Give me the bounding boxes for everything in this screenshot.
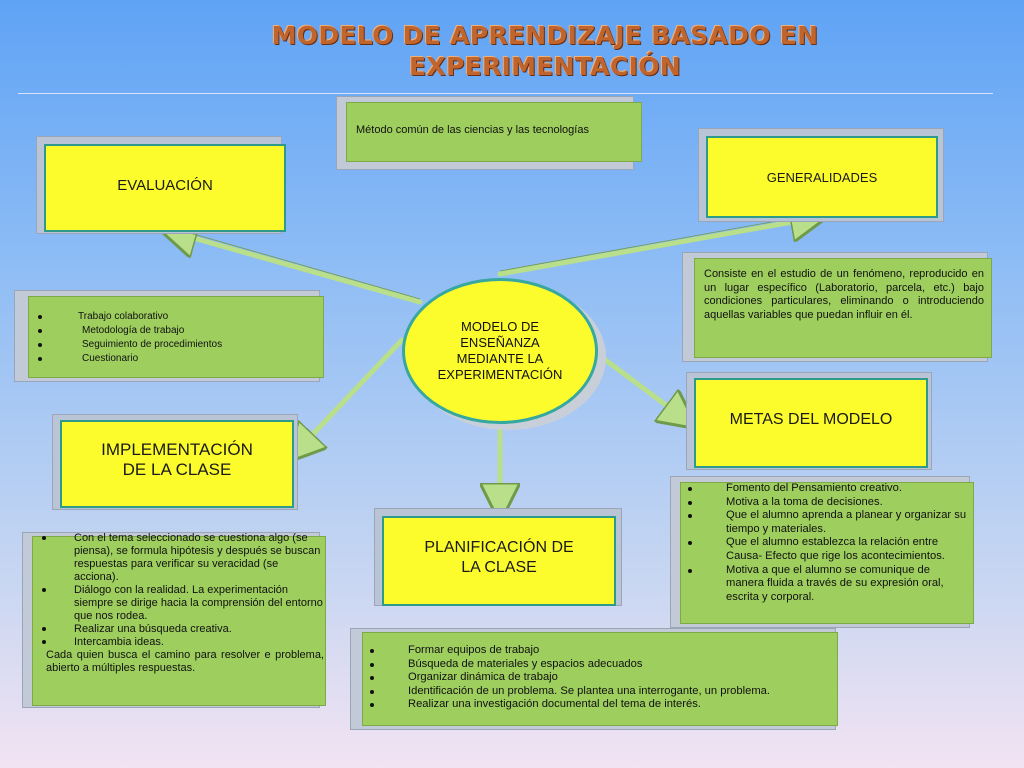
center-line: EXPERIMENTACIÓN [437,367,563,382]
implementacion-item: Intercambia ideas. [42,636,324,649]
planificacion-item: Formar equipos de trabajo [370,644,832,658]
generalidades-box [698,128,954,230]
metas-list-box [670,476,976,630]
evaluacion-item: Cuestionario [38,352,318,366]
evaluacion-label: EVALUACIÓN [117,177,213,194]
metas-item: Fomento del Pensamiento creativo. [688,482,970,496]
metas-item: Motiva a la toma de decisiones. [688,496,970,510]
planificacion-item: Búsqueda de materiales y espacios adecuados [370,658,832,672]
title-line-2: EXPERIMENTACIÓN [409,52,681,81]
generalidades-text: Consiste en el estudio de un fenómeno, reproducido en un lugar específico (Laboratorio, parcela, etc.) bajo condiciones particulares, eliminando o introduciendo aquellas variables que puedan influir en él. [704,268,984,321]
generalidades-label: GENERALIDADES [766,170,878,185]
planificacion-line-2: LA CLASE [461,559,537,576]
metas-item: Que el alumno establezca la relación entre Causa- Efecto que rige los acontecimientos. [688,536,970,563]
evaluacion-list-box [14,290,326,386]
evaluacion-item: Seguimiento de procedimientos [38,338,318,352]
metodo-box [336,96,642,172]
arrow-to-metas [600,356,686,420]
metas-item: Que el alumno aprenda a planear y organizar su tiempo y materiales. [688,509,970,536]
metas-label: METAS DEL MODELO [729,411,893,428]
implementacion-item: Diálogo con la realidad. La experimentación siempre se dirige hacia la comprensión del entorno que nos rodea. [42,584,324,623]
center-line: MEDIANTE LA [456,351,544,366]
central-concept [402,278,598,424]
center-line: MODELO DE [460,319,539,334]
planificacion-box [374,508,630,612]
center-line: ENSEÑANZA [460,335,540,350]
implementacion-closing: Cada quien busca el camino para resolver e problema, abierto a múltiples respuestas. [46,649,324,674]
metas-item: Motiva a que el alumno se comunique de manera fluida a través de su expresión oral, escrita y corporal. [688,564,970,605]
implementacion-item: Realizar una búsqueda creativa. [42,623,324,636]
evaluacion-item: Trabajo colaborativo [38,310,318,324]
implementacion-line-2: DE LA CLASE [122,460,232,479]
implementacion-box [52,414,308,516]
implementacion-item: Con el tema seleccionado se cuestiona algo (se piensa), se formula hipótesis y después se buscan respuestas para verificar su veracidad (se acciona). [42,532,324,584]
planificacion-item: Organizar dinámica de trabajo [370,671,832,685]
title-line-1: MODELO DE APRENDIZAJE BASADO EN [271,21,819,50]
planificacion-item: Identificación de un problema. Se plantea una interrogante, un problema. [370,685,832,699]
evaluacion-item: Metodología de trabajo [38,324,318,338]
planificacion-line-1: PLANIFICACIÓN DE [424,539,574,556]
planificacion-item: Realizar una investigación documental del tema de interés. [370,698,832,712]
implementacion-line-1: IMPLEMENTACIÓN [101,440,253,459]
implementacion-list-box [22,532,328,710]
metodo-text: Método común de las ciencias y las tecnologías [356,124,589,136]
generalidades-text-box [682,252,994,364]
evaluacion-box [36,136,292,242]
planificacion-list-box [350,628,842,732]
metas-box [686,372,940,476]
